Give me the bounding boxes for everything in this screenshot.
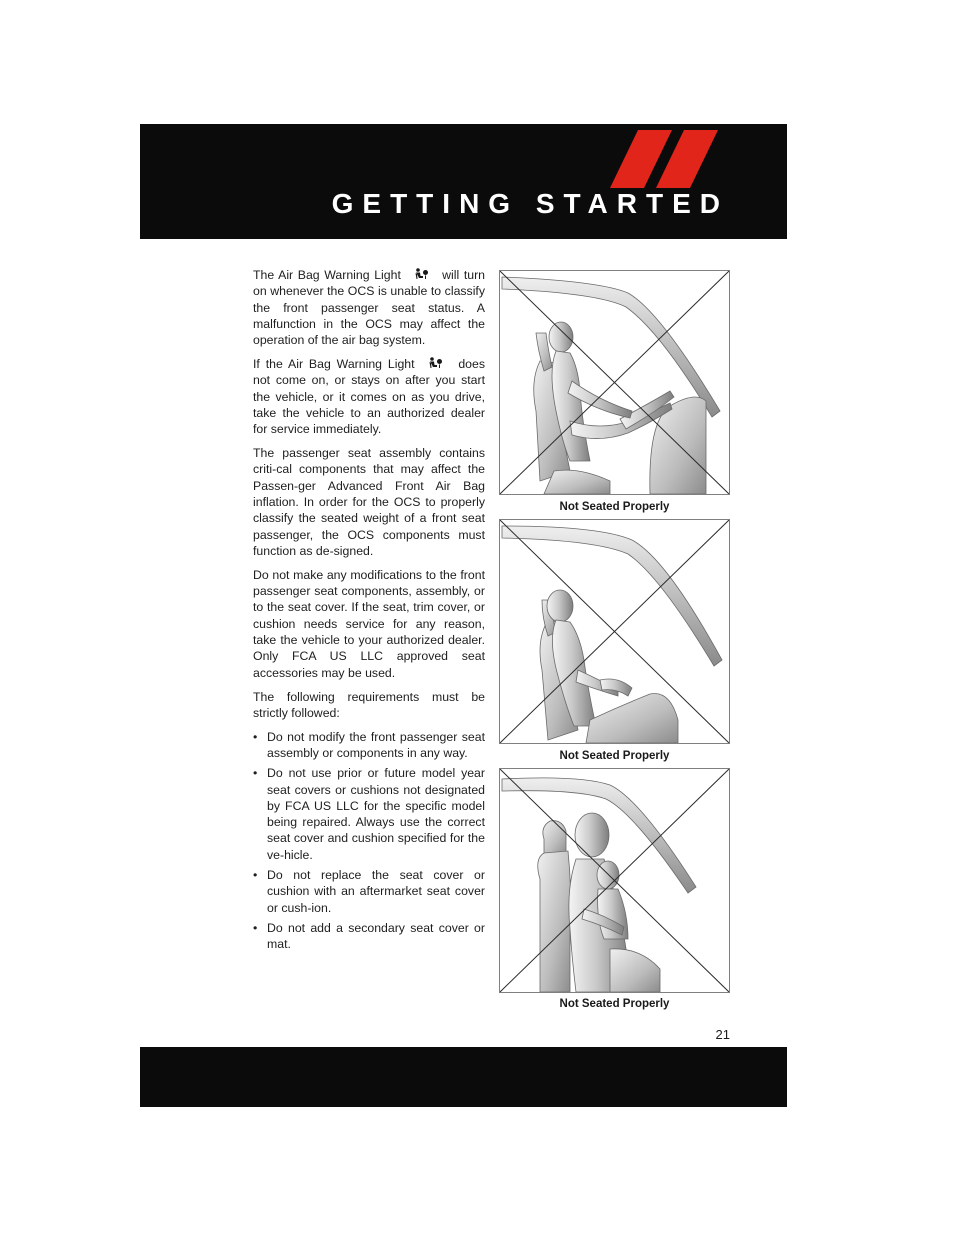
passenger-feet-on-dashboard-illustration [500,271,729,494]
figure-not-seated-1 [499,270,730,495]
figure-caption: Not Seated Properly [559,501,670,513]
bullet: • [253,766,258,781]
body-text-column [253,267,485,957]
bullet: • [253,868,258,883]
list-item-text: Do not modify the front passenger seat assembly or components in any way. [267,729,485,760]
paragraph-seat-assembly: The passenger seat assembly contains criti-cal components that may affect the Passen-ger Advanced Front Air Bag inflation. In order for the OCS to properly classify the seated weight of a front seat passenger, the OCS components must function as de-signed. [253,446,485,558]
requirements-list [253,729,485,953]
list-item [253,729,485,762]
list-item [253,765,485,863]
figure-caption: Not Seated Properly [559,998,670,1010]
passenger-leaning-forward-illustration [500,520,729,743]
list-item-text: Do not replace the seat cover or cushion with an aftermarket seat cover or cush-ion. [267,868,485,915]
list-item-text: Do not use prior or future model year seat covers or cushions not designated by FCA US LLC for the specific model being repaired. Always use the correct seat cover and cushion specified for the ve-hicle. [267,766,485,862]
paragraph-text: does not come on, or stays on after you start the vehicle, or it comes on as you drive, take the vehicle to an authorized dealer for service immediately. [253,357,486,437]
bullet: • [253,920,258,935]
paragraph-airbag-not-on [253,356,485,437]
header-band [140,124,787,239]
paragraph-requirements: The following requirements must be strictly followed: [253,689,485,720]
figure-not-seated-2 [499,519,730,744]
page-number: 21 [715,1027,730,1042]
list-item [253,920,485,953]
air-bag-warning-icon [414,268,430,280]
child-on-lap-illustration [500,769,729,992]
paragraph-text: If the Air Bag Warning Light [253,357,415,372]
list-item-text: Do not add a secondary seat cover or mat. [267,920,485,952]
paragraph-text: will turn on whenever the OCS is unable to classify the front passenger seat status. A malfunction in the OCS may affect the operation of the air bag system. [253,268,486,348]
paragraph-modifications: Do not make any modifications to the front passenger seat components, assembly, or to the seat cover. If the seat, trim cover, or cushion needs service for any reason, take the vehicle to your authorized dealer. Only FCA US LLC approved seat accessories may be used. [253,567,485,680]
figure-not-seated-3 [499,768,730,993]
paragraph-airbag-light [253,267,485,348]
list-item [253,867,485,916]
footer-band [140,1047,787,1107]
bullet: • [253,729,258,744]
paragraph-text: The Air Bag Warning Light [253,268,401,282]
section-title: GETTING STARTED [331,188,729,219]
air-bag-warning-icon [428,357,444,369]
racing-stripes-icon [610,130,722,190]
figure-caption: Not Seated Properly [559,750,670,762]
